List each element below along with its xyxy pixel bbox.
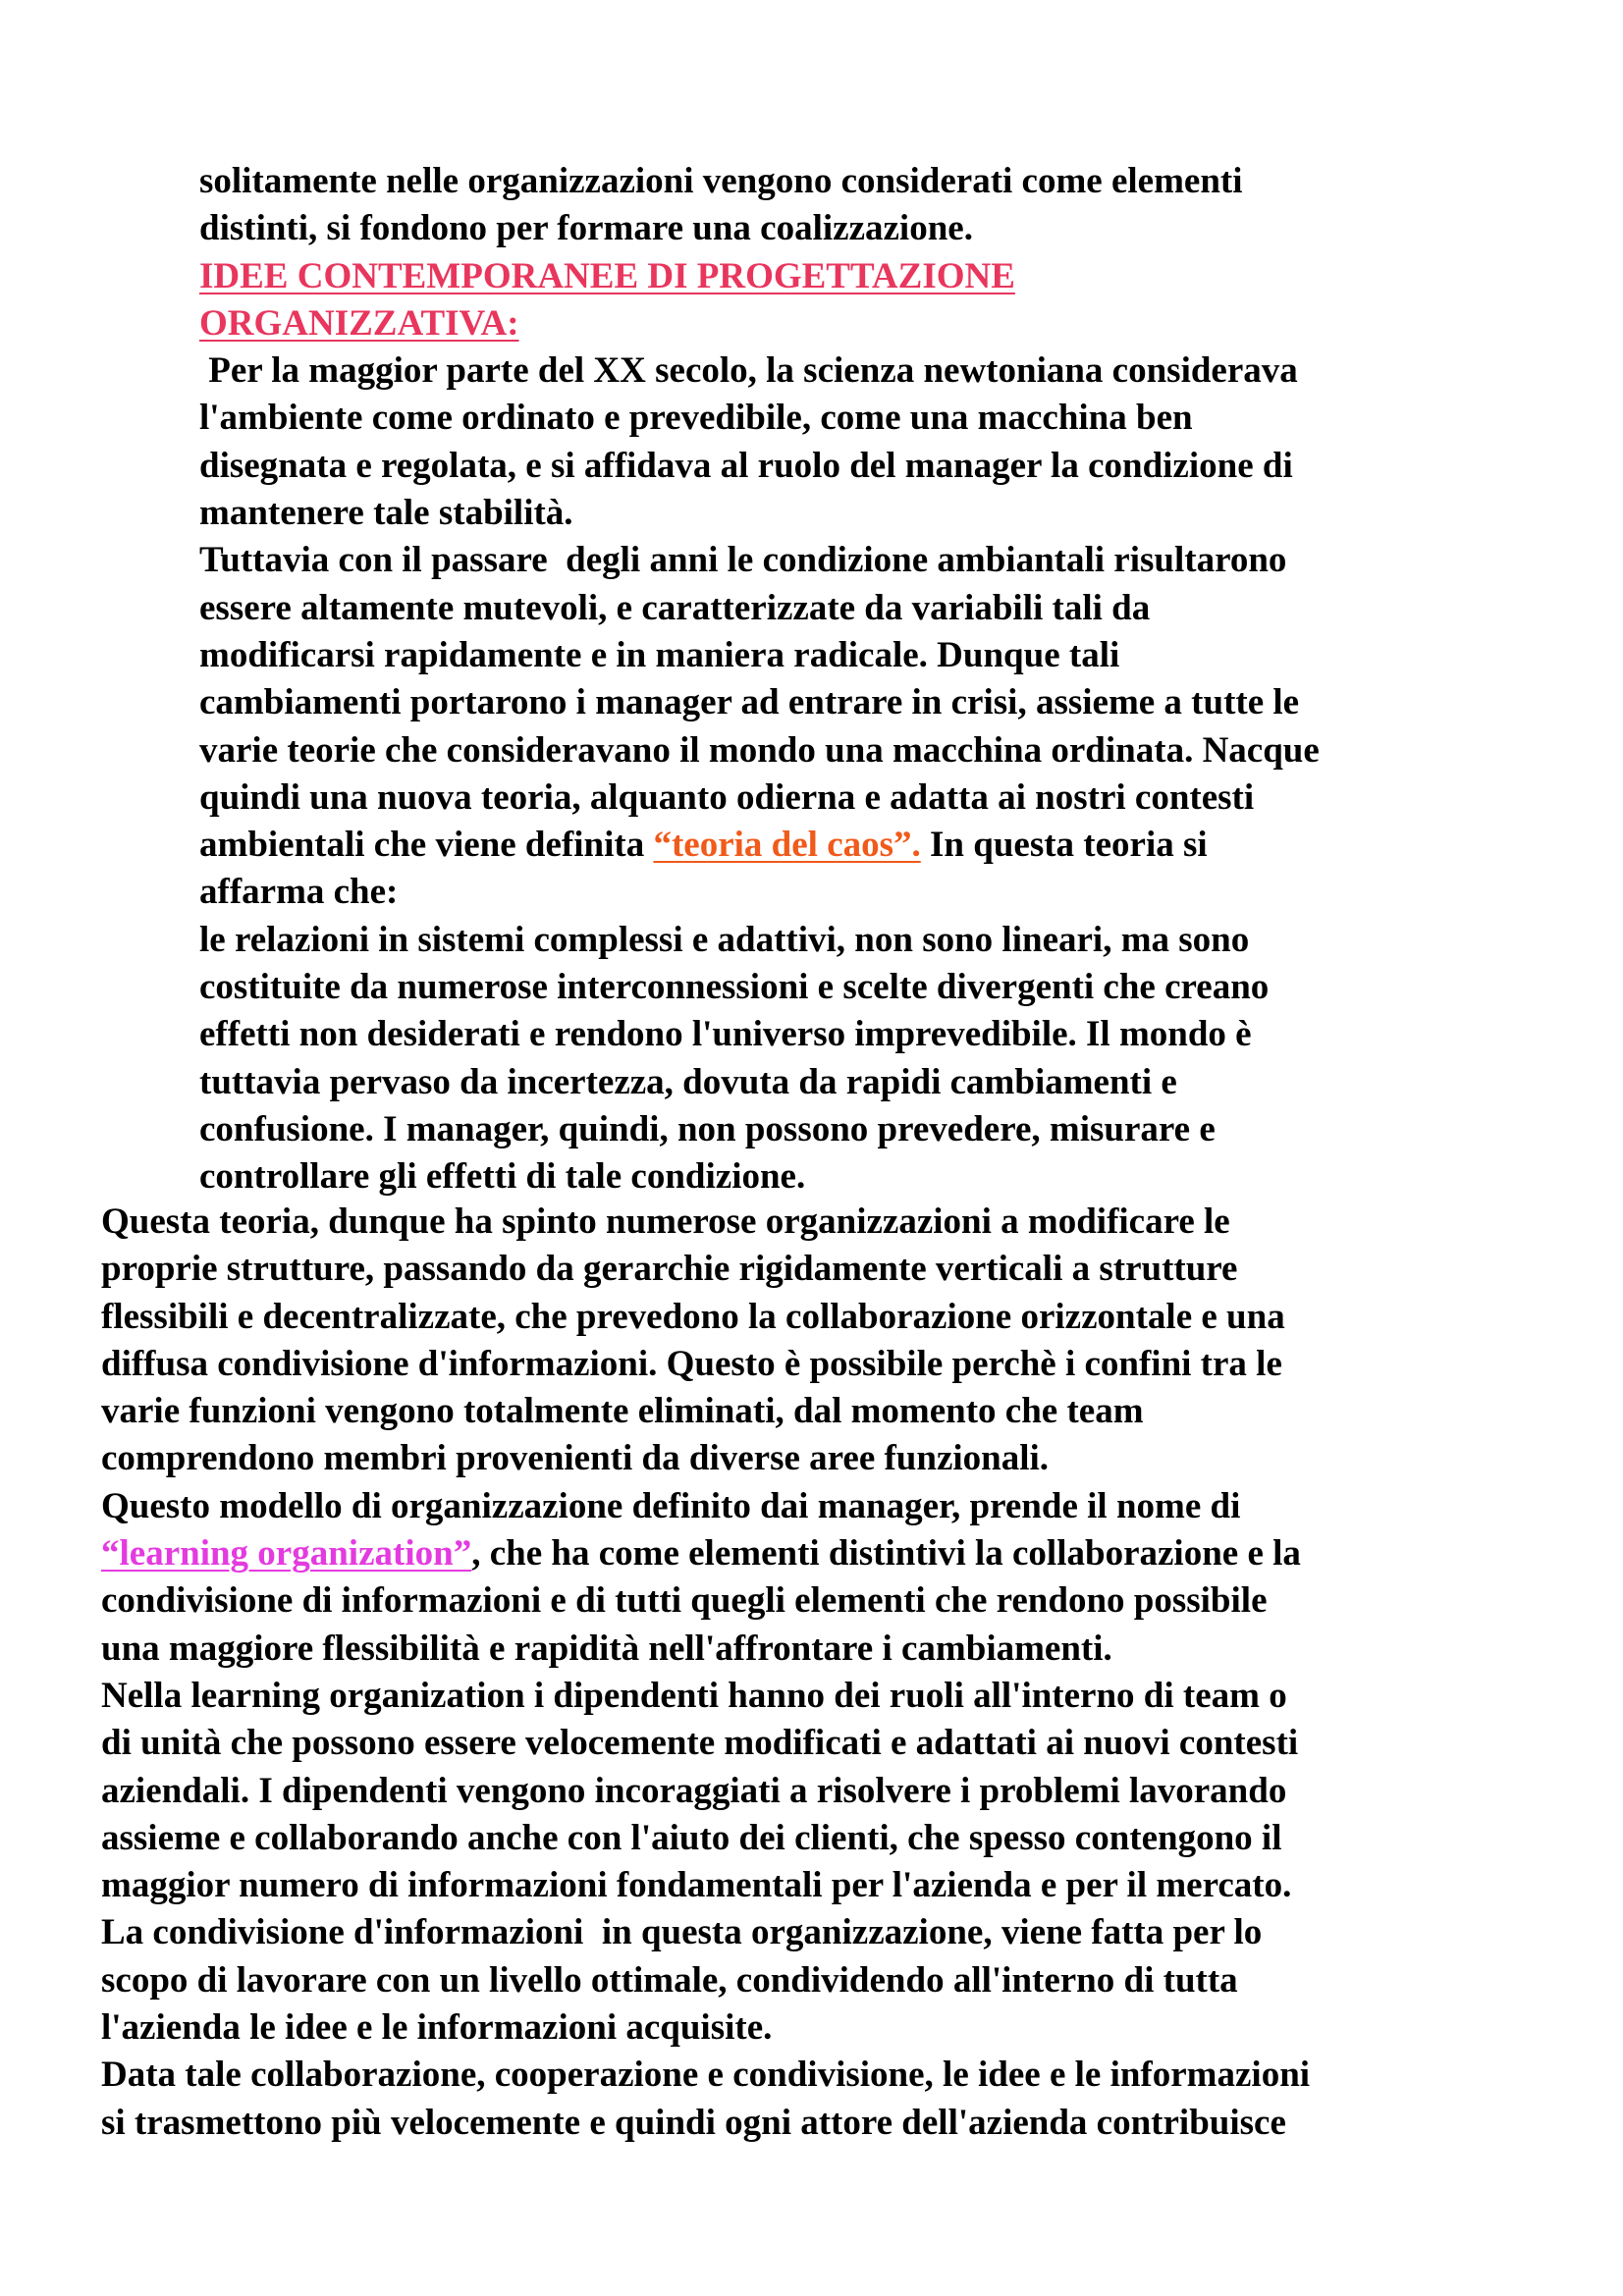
text-line: proprie strutture, passando da gerarchie rigidamente verticali a strutture	[101, 1249, 1238, 1290]
text-line: controllare gli effetti di tale condizione.	[199, 1156, 806, 1198]
text-line: Per la maggior parte del XX secolo, la scienza newtoniana considerava	[199, 350, 1298, 392]
learning-organization-link[interactable]: “learning organization”	[101, 1533, 472, 1575]
text-line: varie funzioni vengono totalmente eliminati, dal momento che team	[101, 1391, 1144, 1432]
text-line: Tuttavia con il passare degli anni le condizione ambiantali risultarono	[199, 540, 1287, 581]
learning-line-after: , che ha come elementi distintivi la collaborazione e la	[471, 1533, 1301, 1575]
text-line: di unità che possono essere velocemente modificati e adattati ai nuovi contesti	[101, 1723, 1299, 1764]
text-line: Data tale collaborazione, cooperazione e condivisione, le idee e le informazioni	[101, 2055, 1311, 2096]
text-line: cambiamenti portarono i manager ad entrare in crisi, assieme a tutte le	[199, 682, 1300, 723]
text-line: confusione. I manager, quindi, non possono prevedere, misurare e	[199, 1108, 1216, 1149]
section-heading	[199, 253, 1515, 300]
text-line: quindi una nuova teoria, alquanto odierna e adatta ai nostri contesti	[199, 776, 1255, 818]
text-line: maggior numero di informazioni fondamentali per l'azienda e per il mercato.	[101, 1865, 1292, 1906]
text-line: assieme e collaborando anche con l'aiuto dei clienti, che spesso contengono il	[101, 1817, 1282, 1858]
text-line: costituite da numerose interconnessioni e scelte divergenti che creano	[199, 967, 1270, 1008]
text-line: Questa teoria, dunque ha spinto numerose organizzazioni a modificare le	[101, 1201, 1230, 1242]
text-line: l'ambiente come ordinato e prevedibile, come una macchina ben	[199, 398, 1193, 439]
text-line: disegnata e regolata, e si affidava al ruolo del manager la condizione di	[199, 445, 1293, 486]
text-line: La condivisione d'informazioni in questa organizzazione, viene fatta per lo	[101, 1912, 1263, 1953]
text-line: comprendono membri provenienti da diverse aree funzionali.	[101, 1438, 1050, 1479]
text-line: essere altamente mutevoli, e caratterizzate da variabili tali da	[199, 587, 1151, 628]
text-line: aziendali. I dipendenti vengono incoraggiati a risolvere i problemi lavorando	[101, 1770, 1287, 1811]
text-line: varie teorie che consideravano il mondo una macchina ordinata. Nacque	[199, 729, 1320, 771]
text-line: tuttavia pervaso da incertezza, dovuta da rapidi cambiamenti e	[199, 1061, 1177, 1102]
text-line: si trasmettono più velocemente e quindi ogni attore dell'azienda contribuisce	[101, 2102, 1286, 2143]
text-line: una maggiore flessibilità e rapidità nell'affrontare i cambiamenti.	[101, 1628, 1112, 1669]
text-line: affarma che:	[199, 872, 399, 913]
indented-text-block	[199, 158, 1515, 1201]
text-line: le relazioni in sistemi complessi e adattivi, non sono lineari, ma sono	[199, 919, 1250, 960]
chaos-theory-link[interactable]: “teoria del caos”.	[653, 825, 921, 866]
text-line: effetti non desiderati e rendono l'universo imprevedibile. Il mondo è	[199, 1014, 1252, 1055]
section-heading	[199, 300, 1515, 347]
chaos-line-before: ambientali che viene definita	[199, 825, 654, 866]
section-heading-text: ORGANIZZATIVA:	[199, 302, 519, 344]
text-line	[101, 1530, 1515, 1577]
chaos-line-after: In questa teoria si	[920, 825, 1208, 866]
section-heading-text: IDEE CONTEMPORANEE DI PROGETTAZIONE	[199, 255, 1015, 296]
text-line: condivisione di informazioni e di tutti quegli elementi che rendono possibile	[101, 1580, 1268, 1622]
text-line: Questo modello di organizzazione definito dai manager, prende il nome di	[101, 1485, 1241, 1526]
text-line	[199, 822, 1515, 869]
text-line: modificarsi rapidamente e in maniera radicale. Dunque tali	[199, 634, 1120, 675]
text-line: l'azienda le idee e le informazioni acquisite.	[101, 2007, 773, 2049]
text-line: solitamente nelle organizzazioni vengono considerati come elementi	[199, 161, 1243, 201]
text-line: diffusa condivisione d'informazioni. Questo è possibile perchè i confini tra le	[101, 1343, 1282, 1384]
text-line: Nella learning organization i dipendenti hanno dei ruoli all'interno di team o	[101, 1675, 1287, 1716]
text-line: distinti, si fondono per formare una coalizzazione.	[199, 208, 973, 249]
main-text-block	[101, 1199, 1515, 2147]
text-line: mantenere tale stabilità.	[199, 493, 573, 534]
text-line: scopo di lavorare con un livello ottimale, condividendo all'interno di tutta	[101, 1959, 1238, 2001]
text-line: flessibili e decentralizzate, che prevedono la collaborazione orizzontale e una	[101, 1296, 1285, 1337]
